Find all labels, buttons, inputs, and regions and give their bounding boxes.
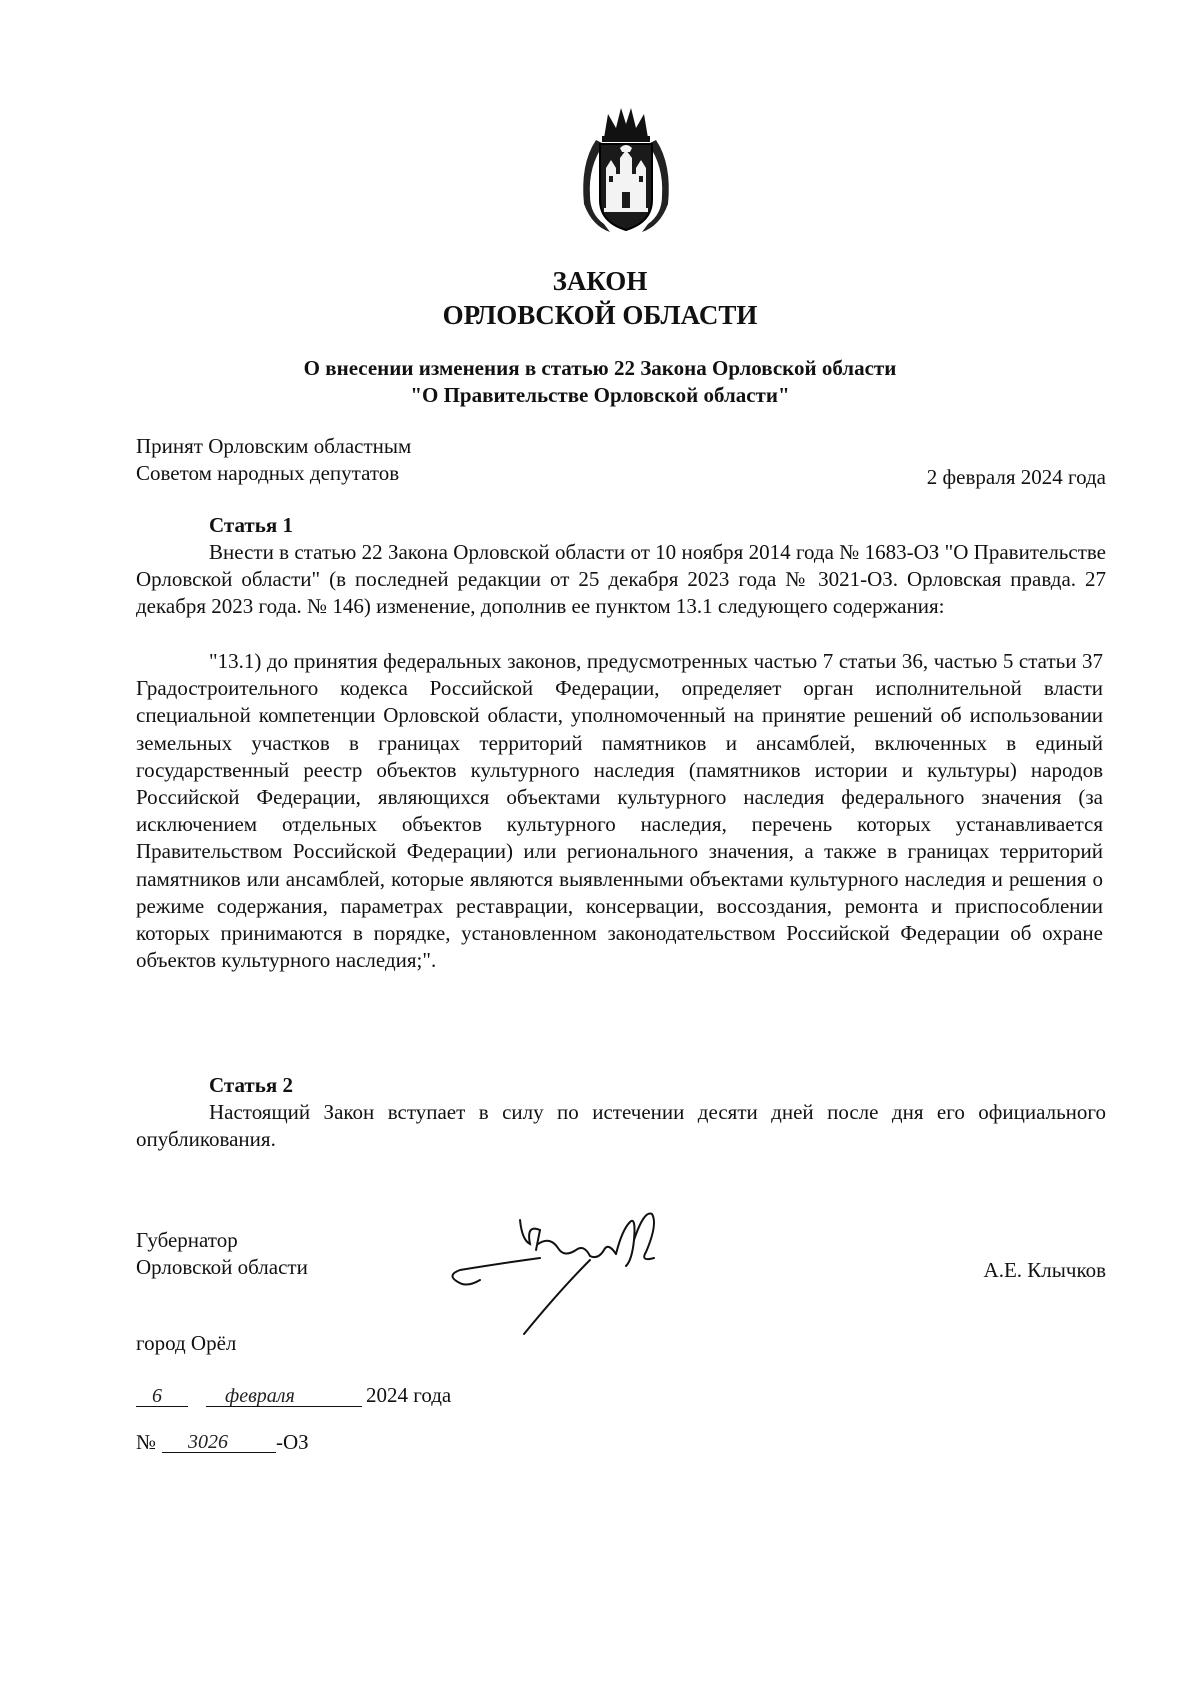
law-subject-line1: О внесении изменения в статью 22 Закона Орловской области xyxy=(303,356,897,380)
adoption-date: 2 февраля 2024 года xyxy=(926,465,1106,489)
number-suffix: -ОЗ xyxy=(276,1430,309,1454)
signing-year: 2024 года xyxy=(366,1383,452,1407)
signatory-title-line2: Орловской области xyxy=(136,1255,308,1279)
law-title: ЗАКОН xyxy=(552,266,648,296)
signing-month: февраля xyxy=(225,1385,295,1407)
adoption-line2: Советом народных депутатов xyxy=(136,461,400,485)
signature-icon xyxy=(440,1200,690,1340)
law-region-title: ОРЛОВСКОЙ ОБЛАСТИ xyxy=(442,300,758,330)
signatory-title-line1: Губернатор xyxy=(136,1228,238,1252)
law-number: 3026 xyxy=(188,1431,228,1453)
article1-intro: Внести в статью 22 Закона Орловской области от 10 ноября 2014 года № 1683-ОЗ "О Правительстве Орловской области" (в последней редакции от 25 декабря 2023 года № 3021-ОЗ. Орловская правда. 27 декабря 2023 года. № 146) изменение, дополнив ее пунктом 13.1 следующего содержания: xyxy=(136,540,1106,619)
law-subject-line2: "О Правительстве Орловской области" xyxy=(410,383,790,407)
signing-day: 6 xyxy=(152,1385,162,1407)
month-underline xyxy=(206,1406,362,1407)
city-label: город Орёл xyxy=(136,1331,237,1355)
article2-heading: Статья 2 xyxy=(209,1073,293,1097)
article2-text: Настоящий Закон вступает в силу по истечении десяти дней после дня его официального опубликования. xyxy=(136,1100,1106,1152)
article1-quote: "13.1) до принятия федеральных законов, предусмотренных частью 7 статьи 36, частью 5 статьи 37 Градостроительного кодекса Российской Федерации, определяет орган исполнительной власти специальной компетенции Орловской области, уполномоченный на принятие решений об использовании земельных участков в границах территорий памятников и ансамблей, включенных в единый государственный реестр объектов культурного наследия (памятников истории и культуры) народов Российской Федерации, являющихся объектами культурного наследия федерального значения (за исключением отдельных объектов культурного наследия, перечень которых устанавливается Правительством Российской Федерации) или регионального значения, а также в границах территорий памятников или ансамблей, которые являются выявленными объектами культурного наследия и решения о режиме содержания, параметрах реставрации, консервации, воссоздания, ремонта и приспособлении которых принимаются в порядке, установленном законодательством Российской Федерации об охране объектов культурного наследия;". xyxy=(136,649,1103,973)
article1-heading: Статья 1 xyxy=(209,513,293,537)
number-sign: № xyxy=(136,1430,157,1454)
number-underline xyxy=(162,1452,276,1453)
day-underline xyxy=(136,1406,188,1407)
signatory-name: А.Е. Клычков xyxy=(983,1258,1106,1282)
orel-oblast-coat-of-arms-icon xyxy=(574,104,678,238)
adoption-line1: Принят Орловским областным xyxy=(136,434,412,458)
